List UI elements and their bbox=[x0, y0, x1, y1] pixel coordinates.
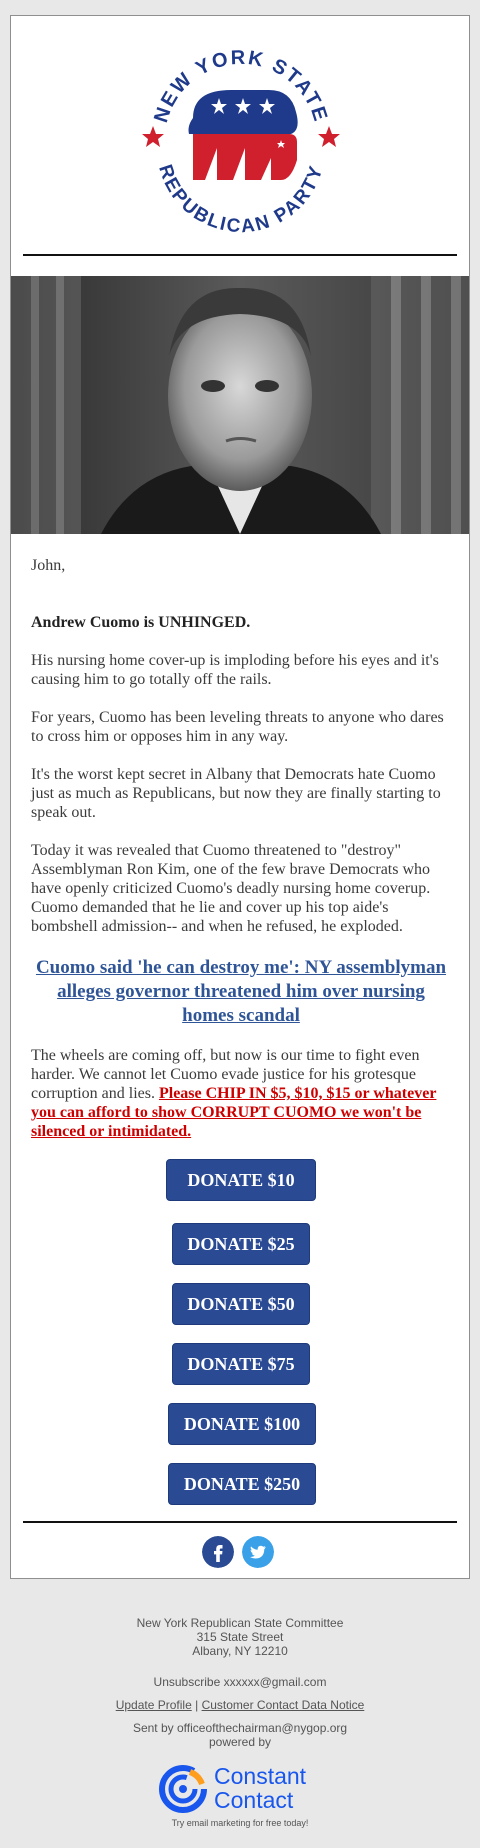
data-notice-link[interactable]: Customer Contact Data Notice bbox=[201, 1698, 365, 1712]
donate-50-button[interactable]: DONATE $50 bbox=[172, 1283, 310, 1325]
paragraph-1: His nursing home cover-up is imploding before his eyes and it's causing him to go totally off the rails. bbox=[31, 652, 439, 688]
nygop-logo bbox=[141, 30, 341, 250]
footer-org: New York Republican State Committee bbox=[136, 1616, 344, 1630]
facebook-icon[interactable] bbox=[202, 1536, 234, 1568]
closing-paragraph bbox=[31, 1046, 451, 1141]
top-divider bbox=[23, 254, 457, 256]
bottom-divider bbox=[23, 1521, 457, 1523]
left-star-icon bbox=[142, 126, 164, 147]
donate-75-button[interactable]: DONATE $75 bbox=[172, 1343, 310, 1385]
logo-arc-bottom: REPUBLICAN PARTY bbox=[154, 162, 328, 238]
footer-links bbox=[0, 1698, 480, 1712]
email-card bbox=[10, 15, 470, 1579]
svg-text:REPUBLICAN PARTY bbox=[154, 162, 328, 237]
cuomo-photo bbox=[11, 276, 469, 534]
donate-10-button[interactable]: DONATE $10 bbox=[166, 1159, 316, 1201]
footer-separator: | bbox=[195, 1698, 199, 1712]
closing-text: The wheels are coming off, but now is our time to fight even harder. We cannot let Cuomo evade justice for his grotesque corruption and lies. bbox=[31, 1047, 420, 1102]
lead-line: Andrew Cuomo is UNHINGED. bbox=[31, 614, 251, 631]
constant-contact-logo-icon[interactable] bbox=[158, 1764, 208, 1814]
paragraph-3: It's the worst kept secret in Albany that Democrats hate Cuomo just as much as Republicans, but now they are finally starting to speak out. bbox=[31, 766, 441, 821]
footer-city: Albany, NY 12210 bbox=[192, 1644, 288, 1658]
greeting: John, bbox=[31, 557, 66, 574]
constant-contact-wordmark[interactable] bbox=[214, 1764, 306, 1812]
cc-tagline[interactable]: Try email marketing for free today! bbox=[171, 1818, 309, 1828]
twitter-icon[interactable] bbox=[242, 1536, 274, 1568]
donate-250-button[interactable]: DONATE $250 bbox=[168, 1463, 316, 1505]
chip-in-link[interactable]: Please CHIP IN $5, $10, $15 or whatever you can afford to show CORRUPT CUOMO we won't be silenced or intimidated. bbox=[31, 1085, 437, 1140]
paragraph-4: Today it was revealed that Cuomo threatened to "destroy" Assemblyman Ron Kim, one of the few brave Democrats who have openly criticized Cuomo's deadly nursing home coverup. Cuomo demanded that he lie and cover up his top aide's bombshell admission-- and when he refused, he exploded. bbox=[31, 842, 431, 935]
article-link[interactable]: Cuomo said 'he can destroy me': NY assemblyman alleges governor threatened him over nursing homes scandal bbox=[35, 957, 447, 1026]
sent-by: Sent by officeofthechairman@nygop.org bbox=[132, 1721, 348, 1735]
unsubscribe-link[interactable]: Unsubscribe xxxxxx@gmail.com bbox=[153, 1675, 327, 1689]
powered-by: powered by bbox=[208, 1735, 272, 1749]
donate-25-button[interactable]: DONATE $25 bbox=[172, 1223, 310, 1265]
right-star-icon bbox=[318, 126, 340, 147]
logo-arc-top: NEW YORK STATE bbox=[150, 46, 332, 126]
donate-100-button[interactable]: DONATE $100 bbox=[168, 1403, 316, 1445]
cc-line1: Constant bbox=[214, 1763, 307, 1789]
update-profile-link[interactable]: Update Profile bbox=[115, 1698, 192, 1712]
elephant-icon bbox=[189, 90, 298, 134]
footer-street: 315 State Street bbox=[196, 1630, 284, 1644]
cc-line2: Contact bbox=[214, 1787, 294, 1813]
paragraph-2: For years, Cuomo has been leveling threats to anyone who dares to cross him or opposes him in any way. bbox=[31, 709, 444, 745]
